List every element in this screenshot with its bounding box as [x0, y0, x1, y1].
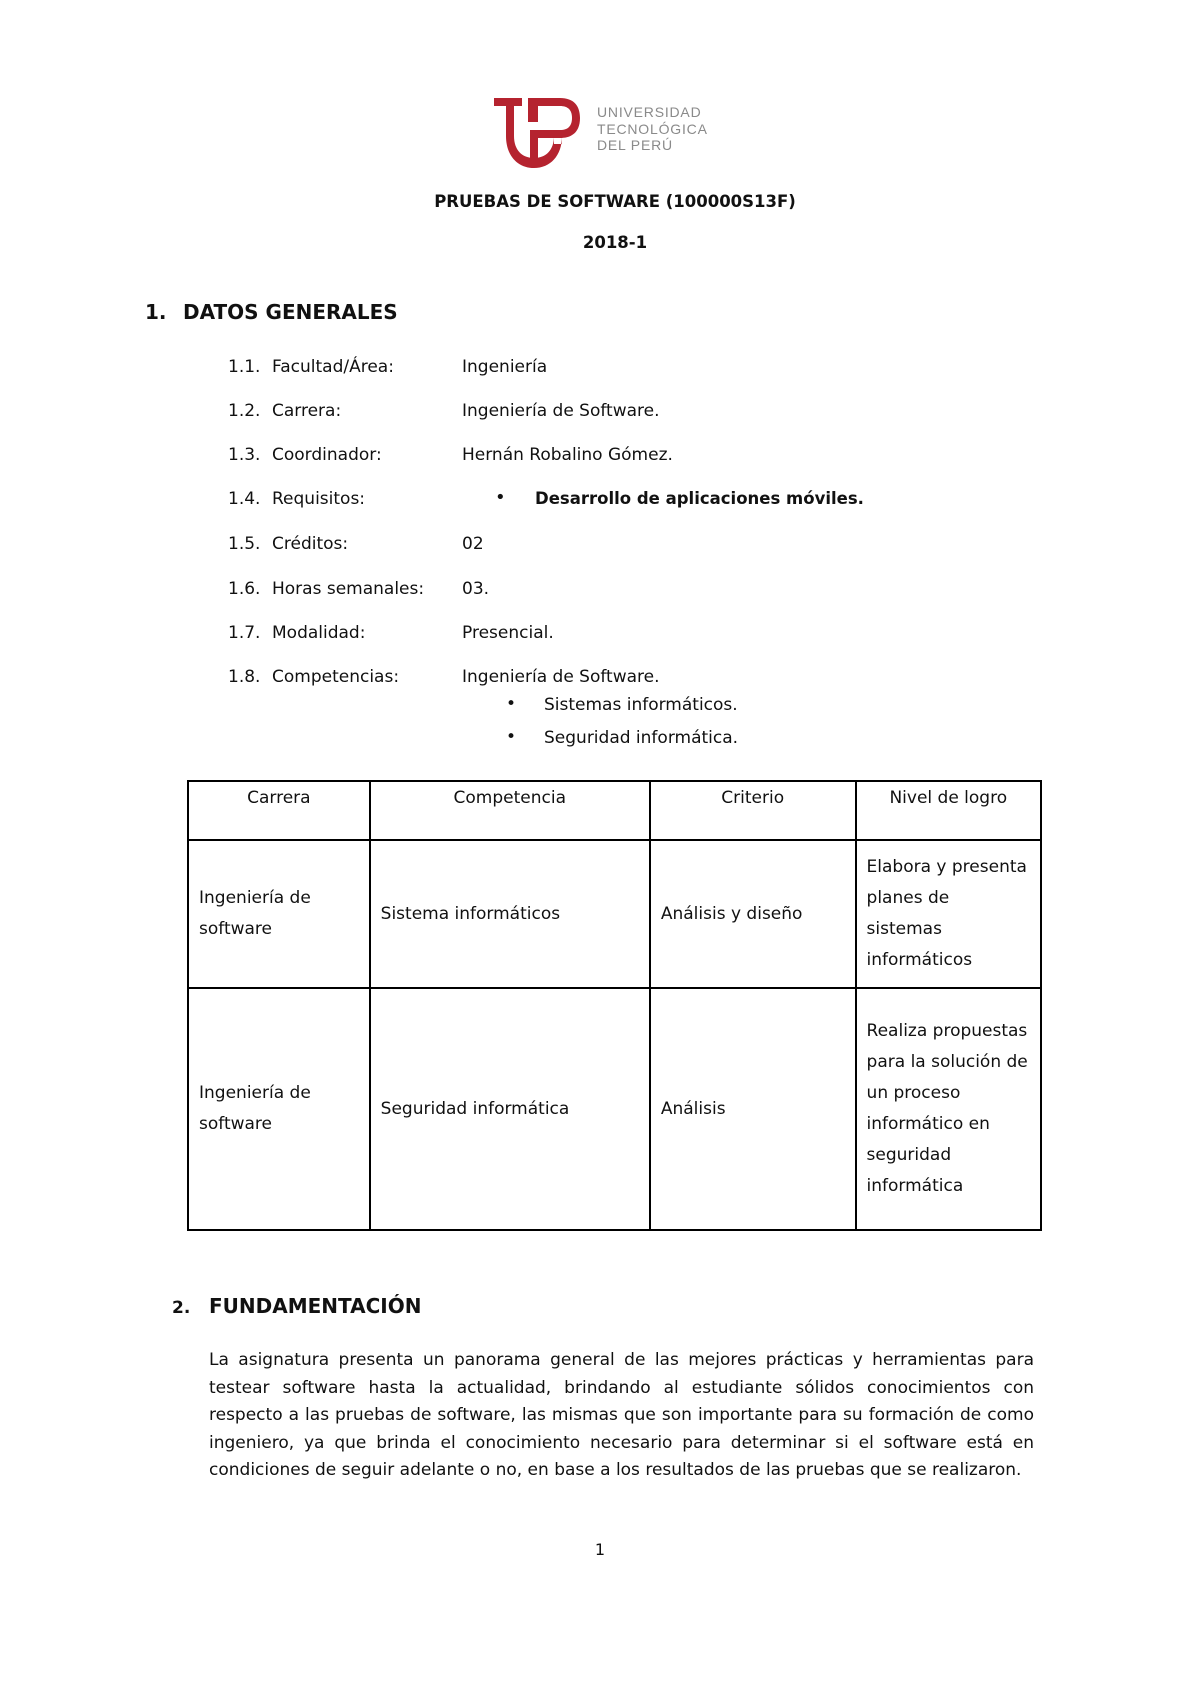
item-label: Competencias: — [272, 667, 400, 687]
item-value: Hernán Robalino Gómez. — [462, 445, 673, 465]
bullet-icon: • — [506, 727, 517, 747]
page-number: 1 — [594, 1540, 606, 1559]
logo-line-1: UNIVERSIDAD — [597, 104, 702, 120]
column-header: Nivel de logro — [856, 781, 1041, 840]
table-cell: Realiza propuestas para la solución de un proceso informático en seguridad informática — [856, 988, 1041, 1230]
logo-line-2: TECNOLÓGICA — [597, 120, 708, 137]
section-title: DATOS GENERALES — [183, 300, 398, 324]
logo-line-3: DEL PERÚ — [597, 137, 673, 153]
table-cell: Sistema informáticos — [370, 840, 650, 988]
table-cell: Seguridad informática — [370, 988, 650, 1230]
item-label: Modalidad: — [272, 623, 366, 643]
university-logo — [490, 92, 750, 172]
utp-logo-icon — [490, 92, 582, 170]
section-1-heading — [145, 300, 398, 324]
section-title: FUNDAMENTACIÓN — [209, 1294, 422, 1318]
item-label: Horas semanales: — [272, 579, 425, 599]
item-value: Ingeniería de Software. — [462, 667, 660, 687]
table-row — [188, 840, 1041, 988]
table-cell: Análisis — [650, 988, 856, 1230]
item-label: Facultad/Área: — [272, 357, 394, 377]
bullet-icon: • — [495, 487, 506, 508]
item-label: Coordinador: — [272, 445, 382, 465]
section-number: 2. — [172, 1298, 191, 1318]
fundamentation-paragraph: La asignatura presenta un panorama general de las mejores prácticas y herramientas para testear software hasta la actualidad, brindando al estudiante sólidos conocimientos con respecto a las pruebas de software, las mismas que son importante para su formación de como ingeniero, ya que brinda el conocimiento necesario para determinar si el software está en condiciones de seguir adelante o no, en base a los resultados de las pruebas que se realizaron. — [209, 1350, 1034, 1480]
item-value: 02 — [462, 534, 484, 554]
item-label: Requisitos: — [272, 489, 366, 509]
column-header: Criterio — [650, 781, 856, 840]
item-label: Créditos: — [272, 534, 349, 554]
table-header-row — [188, 781, 1041, 840]
item-label: Carrera: — [272, 401, 342, 421]
item-value: Ingeniería de Software. — [462, 401, 660, 421]
section-2-heading — [172, 1294, 421, 1318]
table-cell: Ingeniería de software — [188, 840, 370, 988]
table-cell: Ingeniería de software — [188, 988, 370, 1230]
course-period: 2018-1 — [582, 233, 648, 252]
item-value: Presencial. — [462, 623, 554, 643]
table-cell: Análisis y diseño — [650, 840, 856, 988]
section-number: 1. — [145, 300, 167, 324]
item-value: 03. — [462, 579, 490, 599]
table-cell: Elabora y presenta planes de sistemas informáticos — [856, 840, 1041, 988]
table-row — [188, 988, 1041, 1230]
document-page: UNIVERSIDAD TECNOLÓGICA DEL PERÚ PRUEBAS DE SOFTWARE (100000S13F) 2018-1 1. DATOS GENERALES 1.1. Facultad/Área: Ingeniería 1.2. Carrera: Ingeniería de Software. 1.3. Coordinador: Hernán Robalino Gómez. 1.4. Requisitos: • Desarrollo de aplicaciones móviles. 1.5. Créditos: 02 1.6. Horas semanales: 03. 1.7. Modalidad: Presencial. 1.8. Competencias: Ingeniería de Software. • Sistemas informáticos. • Seguridad informática. Carrera Competencia Criterio Nivel de logro Ingeniería de software Sistema informáticos Análisis y diseño Elabora y presenta planes de sistemas informáticos Ingeniería de software Seguridad informática Análisis Realiza propuestas para la solución de un proceso informático en seguridad informática 2. FUNDAMENTACIÓN La asignatura presenta un panorama general de las mejores prácticas y herramientas para testear software hasta la actualidad, brindando al estudiante sólidos conocimientos con respecto a las pruebas de software, las mismas que son importante para su formación de como ingeniero, ya que brinda el conocimiento necesario para determinar si el software está en condiciones de seguir adelante o no, en base a los resultados de las pruebas que se realizaron. 1 — [0, 0, 1200, 1698]
course-title: PRUEBAS DE SOFTWARE (100000S13F) — [434, 192, 796, 211]
column-header: Carrera — [188, 781, 370, 840]
bullet-icon: • — [506, 694, 517, 714]
item-value: Ingeniería — [462, 357, 548, 377]
competencies-table — [187, 780, 1042, 1231]
column-header: Competencia — [370, 781, 650, 840]
item-value: Desarrollo de aplicaciones móviles. — [535, 489, 864, 508]
